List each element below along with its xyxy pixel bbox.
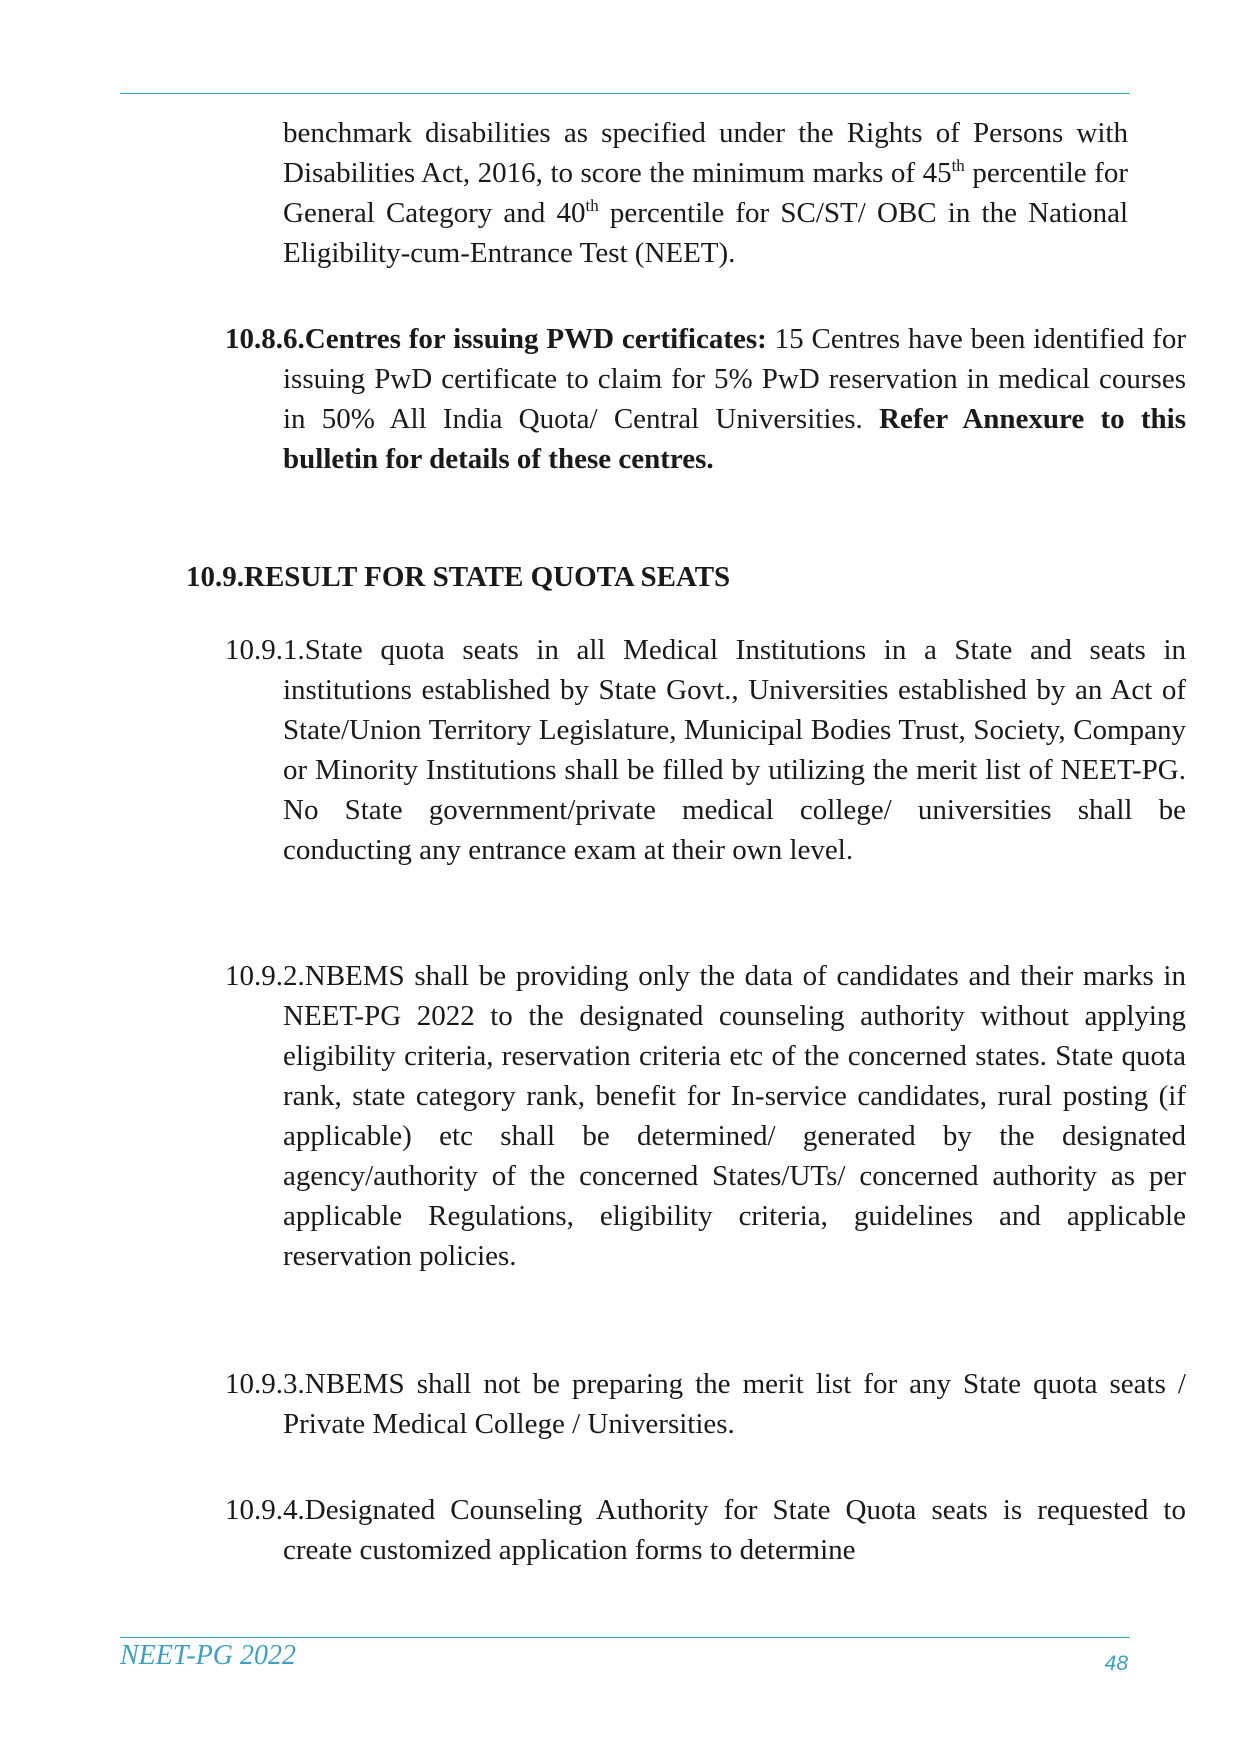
paragraph-text: 15 Centres have been identified for issuing PwD certificate to claim for 5% PwD reservation in medical courses in 50% All India Quota/ Central Universities. <box>283 323 1186 435</box>
paragraph-10-9-1 <box>225 630 1186 870</box>
continuation-text-1: benchmark disabilities as specified under the Rights of Persons with Disabilities Act, 2016, to score the minimum marks of 45 <box>283 117 1128 189</box>
continuation-text-3: percentile for SC/ST/ OBC in the National Eligibility-cum-Entrance Test (NEET). <box>283 197 1128 269</box>
page-number: 48 <box>1104 1652 1128 1675</box>
superscript-th-1: th <box>951 156 965 175</box>
annexure-reference: Refer Annexure to this bulletin for details of these centres. <box>283 403 1187 475</box>
paragraph-number: 10.9.1. <box>225 634 305 666</box>
paragraph-number: 10.9.2. <box>225 960 305 992</box>
paragraph-10-8-6 <box>225 319 1186 479</box>
paragraph-10-9-2 <box>225 956 1186 1276</box>
paragraph-10-9-3 <box>225 1364 1186 1444</box>
paragraph-number: 10.9.3. <box>225 1368 305 1400</box>
footer-title: NEET-PG 2022 <box>120 1640 297 1671</box>
continuation-paragraph <box>283 113 1128 273</box>
superscript-th-2: th <box>585 196 599 215</box>
paragraph-title: Centres for issuing PWD certificates: <box>304 323 767 355</box>
paragraph-text: Designated Counseling Authority for State Quota seats is requested to create customized application forms to determine <box>283 1494 1186 1566</box>
paragraph-text: State quota seats in all Medical Institutions in a State and seats in institutions established by State Govt., Universities established by an Act of State/Union Territory Legislature, Municipal Bodies Trust, Society, Company or Minority Institutions shall be filled by utilizing the merit list of NEET-PG. No State government/private medical college/ universities shall be conducting any entrance exam at their own level. <box>283 634 1186 866</box>
paragraph-number: 10.8.6. <box>225 323 305 355</box>
footer-rule <box>120 1637 1130 1638</box>
paragraph-number: 10.9.4. <box>225 1494 305 1526</box>
paragraph-text: NBEMS shall not be preparing the merit list for any State quota seats / Private Medical College / Universities. <box>283 1368 1186 1440</box>
paragraph-10-9-4 <box>225 1490 1186 1570</box>
paragraph-text: NBEMS shall be providing only the data of candidates and their marks in NEET-PG 2022 to the designated counseling authority without applying eligibility criteria, reservation criteria etc of the concerned states. State quota rank, state category rank, benefit for In-service candidates, rural posting (if applicable) etc shall be determined/ generated by the designated agency/authority of the concerned States/UTs/ concerned authority as per applicable Regulations, eligibility criteria, guidelines and applicable reservation policies. <box>283 960 1186 1272</box>
continuation-text-2: percentile for General Category and 40 <box>283 157 1128 229</box>
header-rule <box>120 93 1130 94</box>
section-heading: 10.9.RESULT FOR STATE QUOTA SEATS <box>186 561 731 593</box>
